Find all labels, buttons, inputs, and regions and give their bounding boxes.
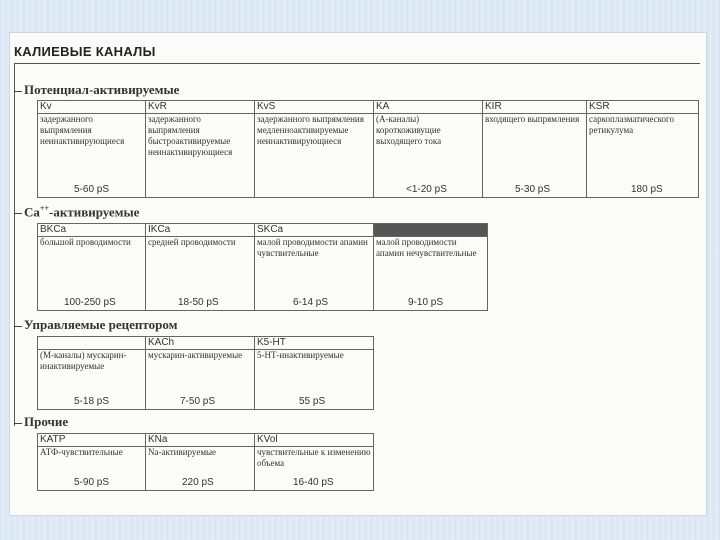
header-kvol: KVol bbox=[255, 434, 374, 447]
value-skca: 6-14 pS bbox=[293, 297, 329, 308]
header-bkca: BKCa bbox=[38, 224, 146, 237]
value-kir: 5-30 pS bbox=[515, 184, 551, 195]
receptor-table bbox=[37, 336, 374, 410]
desc-kna: Na-активируемые bbox=[148, 447, 217, 457]
header-unlabeled bbox=[374, 224, 488, 237]
cell-kvs bbox=[255, 114, 374, 198]
outline-spine bbox=[14, 64, 15, 426]
section-heading-sup: ++ bbox=[39, 204, 50, 213]
desc-kir: входящего выпрямления bbox=[485, 114, 580, 124]
section-dash bbox=[14, 423, 22, 424]
calcium-table bbox=[37, 223, 488, 311]
cell-kvr bbox=[146, 114, 255, 198]
desc-kvr: задержанного выпрямления быстроактивируемые неинактивирующиеся bbox=[148, 114, 233, 157]
cell-bkca bbox=[38, 237, 146, 311]
header-ikca: IKCa bbox=[146, 224, 255, 237]
header-kv: Kv bbox=[38, 101, 146, 114]
header-ka: KA bbox=[374, 101, 483, 114]
desc-ka: (А-каналы) короткоживущие выходящего тока bbox=[376, 114, 442, 146]
page-title: КАЛИЕВЫЕ КАНАЛЫ bbox=[14, 44, 156, 59]
cell-unlabeled bbox=[374, 237, 488, 311]
value-ksr: 180 pS bbox=[631, 184, 663, 195]
section-heading-receptor bbox=[14, 317, 177, 333]
cell-ksr bbox=[587, 114, 699, 198]
desc-ksr: саркоплазматического ретикулума bbox=[589, 114, 675, 135]
desc-kvol: чувствительные к изменению объема bbox=[257, 447, 371, 468]
section-dash bbox=[14, 326, 22, 327]
value-unlabeled: 9-10 pS bbox=[408, 297, 444, 308]
section-heading-text: Потенциал-активируемые bbox=[24, 82, 180, 97]
value-kna: 220 pS bbox=[182, 477, 214, 488]
value-kach: 7-50 pS bbox=[180, 396, 216, 407]
cell-kach bbox=[146, 350, 255, 410]
value-m-channels: 5-18 pS bbox=[74, 396, 110, 407]
value-katp: 5-90 pS bbox=[74, 477, 110, 488]
voltage-table bbox=[37, 100, 699, 198]
section-heading-text: Прочие bbox=[24, 414, 69, 429]
header-k5ht: K5-HT bbox=[255, 337, 374, 350]
cell-ka bbox=[374, 114, 483, 198]
header-ksr: KSR bbox=[587, 101, 699, 114]
value-kvol: 16-40 pS bbox=[293, 477, 334, 488]
header-kvr: KvR bbox=[146, 101, 255, 114]
header-kvs: KvS bbox=[255, 101, 374, 114]
cell-kna bbox=[146, 447, 255, 491]
cell-skca bbox=[255, 237, 374, 311]
section-heading-voltage bbox=[14, 82, 179, 98]
desc-kach: мускарин-активируемые bbox=[148, 350, 243, 360]
value-bkca: 100-250 pS bbox=[64, 297, 116, 308]
desc-kvs: задержанного выпрямления медленноактивируемые неинактивирующиеся bbox=[257, 114, 364, 146]
header-skca: SKCa bbox=[255, 224, 374, 237]
value-k5ht: 55 pS bbox=[299, 396, 326, 407]
cell-kv bbox=[38, 114, 146, 198]
section-heading-text: Управляемые рецептором bbox=[24, 317, 178, 332]
other-table bbox=[37, 433, 374, 491]
header-katp: KATP bbox=[38, 434, 146, 447]
cell-ikca bbox=[146, 237, 255, 311]
value-kv: 5-60 pS bbox=[74, 184, 110, 195]
desc-ikca: средней проводимости bbox=[148, 237, 236, 247]
cell-m-channels bbox=[38, 350, 146, 410]
header-kna: KNa bbox=[146, 434, 255, 447]
section-heading-prefix: Ca bbox=[24, 204, 40, 220]
section-dash bbox=[14, 213, 22, 214]
desc-skca: малой проводимости апамин чувствительные bbox=[257, 237, 368, 258]
header-m-channels bbox=[38, 337, 146, 350]
cell-k5ht bbox=[255, 350, 374, 410]
cell-kvol bbox=[255, 447, 374, 491]
desc-unlabeled: малой проводимости апамин нечувствительные bbox=[376, 237, 477, 258]
section-dash bbox=[14, 91, 22, 92]
cell-katp bbox=[38, 447, 146, 491]
desc-bkca: большой проводимости bbox=[40, 237, 131, 247]
value-ikca: 18-50 pS bbox=[178, 297, 219, 308]
desc-k5ht: 5-НТ-инактивируемые bbox=[257, 350, 344, 360]
desc-kv: задержанного выпрямления неинактивирующиеся bbox=[40, 114, 125, 146]
header-kir: KIR bbox=[483, 101, 587, 114]
cell-kir bbox=[483, 114, 587, 198]
header-kach: KACh bbox=[146, 337, 255, 350]
section-heading-calcium bbox=[14, 204, 139, 220]
value-ka: <1-20 pS bbox=[406, 184, 447, 195]
desc-m-channels: (М-каналы) мускарин-инактивируемые bbox=[40, 350, 127, 371]
desc-katp: АТФ-чувствительные bbox=[40, 447, 123, 457]
title-divider bbox=[14, 63, 700, 64]
section-heading-suffix: -активируемые bbox=[49, 204, 140, 220]
section-heading-other bbox=[14, 414, 68, 430]
